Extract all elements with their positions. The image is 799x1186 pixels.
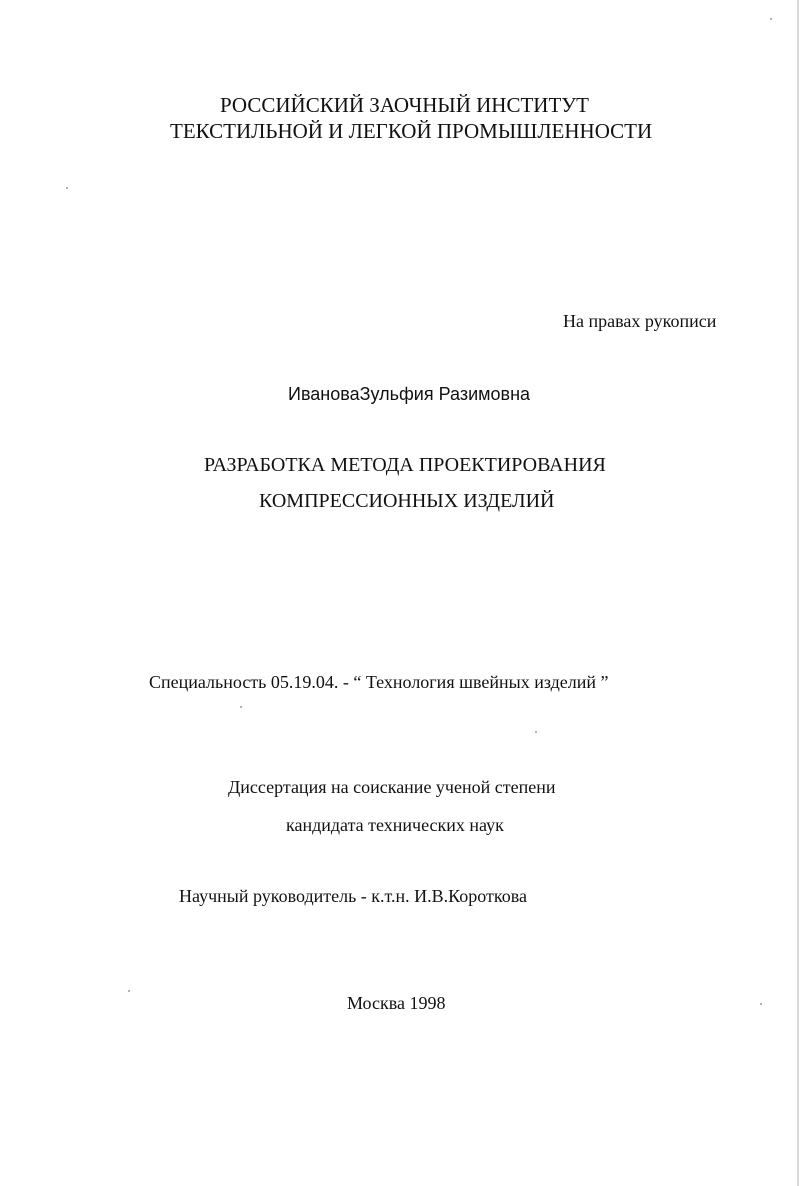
- scan-speck: [535, 731, 537, 733]
- supervisor-line: Научный руководитель - к.т.н. И.В.Короткова: [179, 886, 527, 906]
- degree-line-1: Диссертация на соискание ученой степени: [228, 777, 556, 797]
- specialty-line: Специальность 05.19.04. - “ Технология швейных изделий ”: [149, 672, 609, 692]
- city-year: Москва 1998: [347, 993, 446, 1013]
- scan-speck: [128, 990, 130, 992]
- institute-line-1: РОССИЙСКИЙ ЗАОЧНЫЙ ИНСТИТУТ: [220, 93, 589, 117]
- dissertation-title-line-2: КОМПРЕССИОННЫХ ИЗДЕЛИЙ: [259, 490, 555, 512]
- scan-speck: [66, 187, 68, 189]
- author-name: ИвановаЗульфия Разимовна: [288, 384, 531, 404]
- scan-speck: [760, 1003, 762, 1005]
- scan-speck: [240, 706, 242, 708]
- degree-line-2: кандидата технических наук: [286, 815, 504, 835]
- rights-note: На правах рукописи: [563, 311, 717, 331]
- dissertation-title-line-1: РАЗРАБОТКА МЕТОДА ПРОЕКТИРОВАНИЯ: [204, 454, 606, 476]
- scan-speck: [770, 18, 772, 20]
- institute-line-2: ТЕКСТИЛЬНОЙ И ЛЕГКОЙ ПРОМЫШЛЕННОСТИ: [170, 119, 653, 143]
